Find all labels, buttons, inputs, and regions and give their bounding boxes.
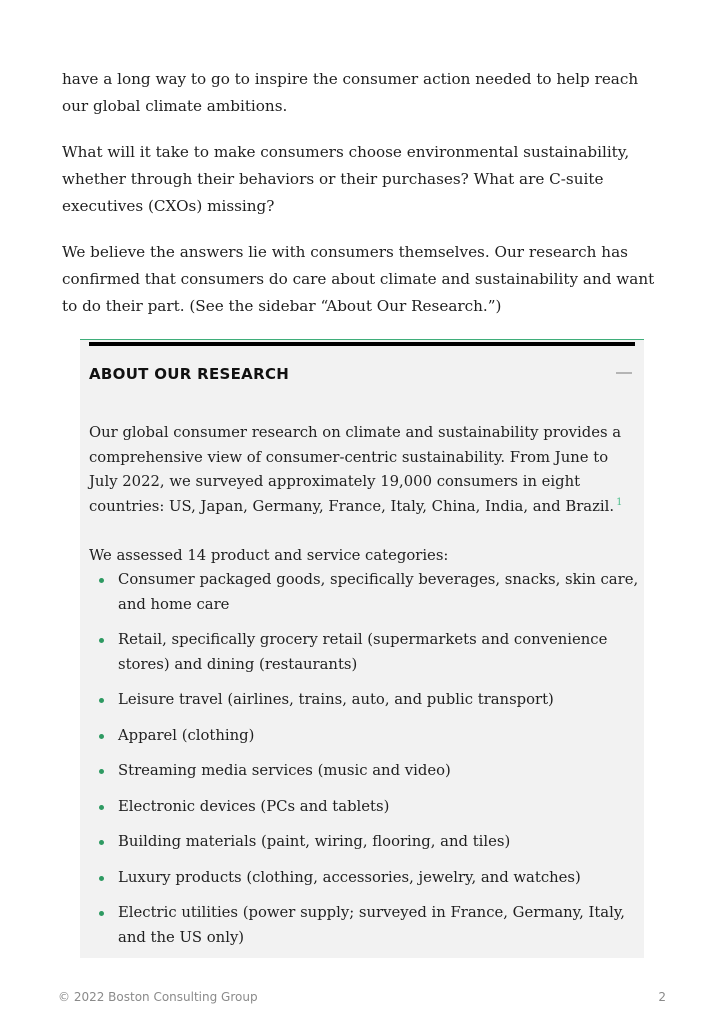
sidebar-body <box>89 421 639 961</box>
list-item-text: Electric utilities (power supply; surveyed in France, Germany, Italy, and the US only) <box>118 904 625 946</box>
bullet-icon <box>99 734 104 739</box>
bullet-icon <box>99 911 104 916</box>
list-item <box>89 688 639 713</box>
list-item <box>89 724 639 749</box>
list-item <box>89 795 639 820</box>
list-item <box>89 628 639 677</box>
list-item <box>89 866 639 891</box>
list-item <box>89 568 639 617</box>
about-research-sidebar <box>80 339 644 958</box>
list-item-text: Retail, specifically grocery retail (supermarkets and convenience stores) and dining (restaurants) <box>118 631 608 673</box>
bullet-icon <box>99 769 104 774</box>
intro-paragraph: have a long way to go to inspire the consumer action needed to help reach our global climate ambitions. <box>62 70 639 115</box>
intro-text <box>62 66 666 339</box>
page-number: 2 <box>658 990 666 1004</box>
footnote-link[interactable]: 1 <box>616 496 623 508</box>
bullet-icon <box>99 698 104 703</box>
intro-paragraph: We believe the answers lie with consumers themselves. Our research has confirmed that consumers do care about climate and sustainability and want to do their part. (See the sidebar “About Our Research.”) <box>62 243 655 315</box>
categories-list <box>89 568 639 950</box>
list-item-text: Electronic devices (PCs and tablets) <box>118 797 390 815</box>
footer-copyright: © 2022 Boston Consulting Group <box>58 990 258 1004</box>
list-item-text: Luxury products (clothing, accessories, jewelry, and watches) <box>118 868 581 886</box>
list-item <box>89 830 639 855</box>
bullet-icon <box>99 876 104 881</box>
list-item <box>89 759 639 784</box>
list-item-text: Streaming media services (music and video) <box>118 762 451 779</box>
collapse-icon[interactable] <box>616 372 632 374</box>
list-item-text: Consumer packaged goods, specifically beverages, snacks, skin care, and home care <box>118 571 639 613</box>
bullet-icon <box>99 805 104 810</box>
list-item-text: Leisure travel (airlines, trains, auto, and public transport) <box>118 691 554 708</box>
sidebar-top-rule <box>89 342 635 346</box>
list-item-text: Building materials (paint, wiring, flooring, and tiles) <box>118 833 511 850</box>
bullet-icon <box>99 638 104 643</box>
sidebar-lead-text: Our global consumer research on climate and sustainability provides a comprehensive view of consumer-centric sustainability. From June to July 2022, we surveyed approximately 19,000 consumers in eight countries: US, Japan, Germany, France, Italy, China, India, and Brazil. <box>89 424 622 515</box>
intro-paragraph: What will it take to make consumers choose environmental sustainability, whether through their behaviors or their purchases? What are C-suite executives (CXOs) missing? <box>62 143 630 215</box>
bullet-icon <box>99 840 104 845</box>
sidebar-title: ABOUT OUR RESEARCH <box>89 365 290 383</box>
sidebar-lead-paragraph <box>89 421 639 519</box>
bullet-icon <box>99 578 104 583</box>
list-item-text: Apparel (clothing) <box>118 726 255 744</box>
list-item <box>89 901 639 950</box>
categories-intro: We assessed 14 product and service categories: <box>89 546 449 564</box>
